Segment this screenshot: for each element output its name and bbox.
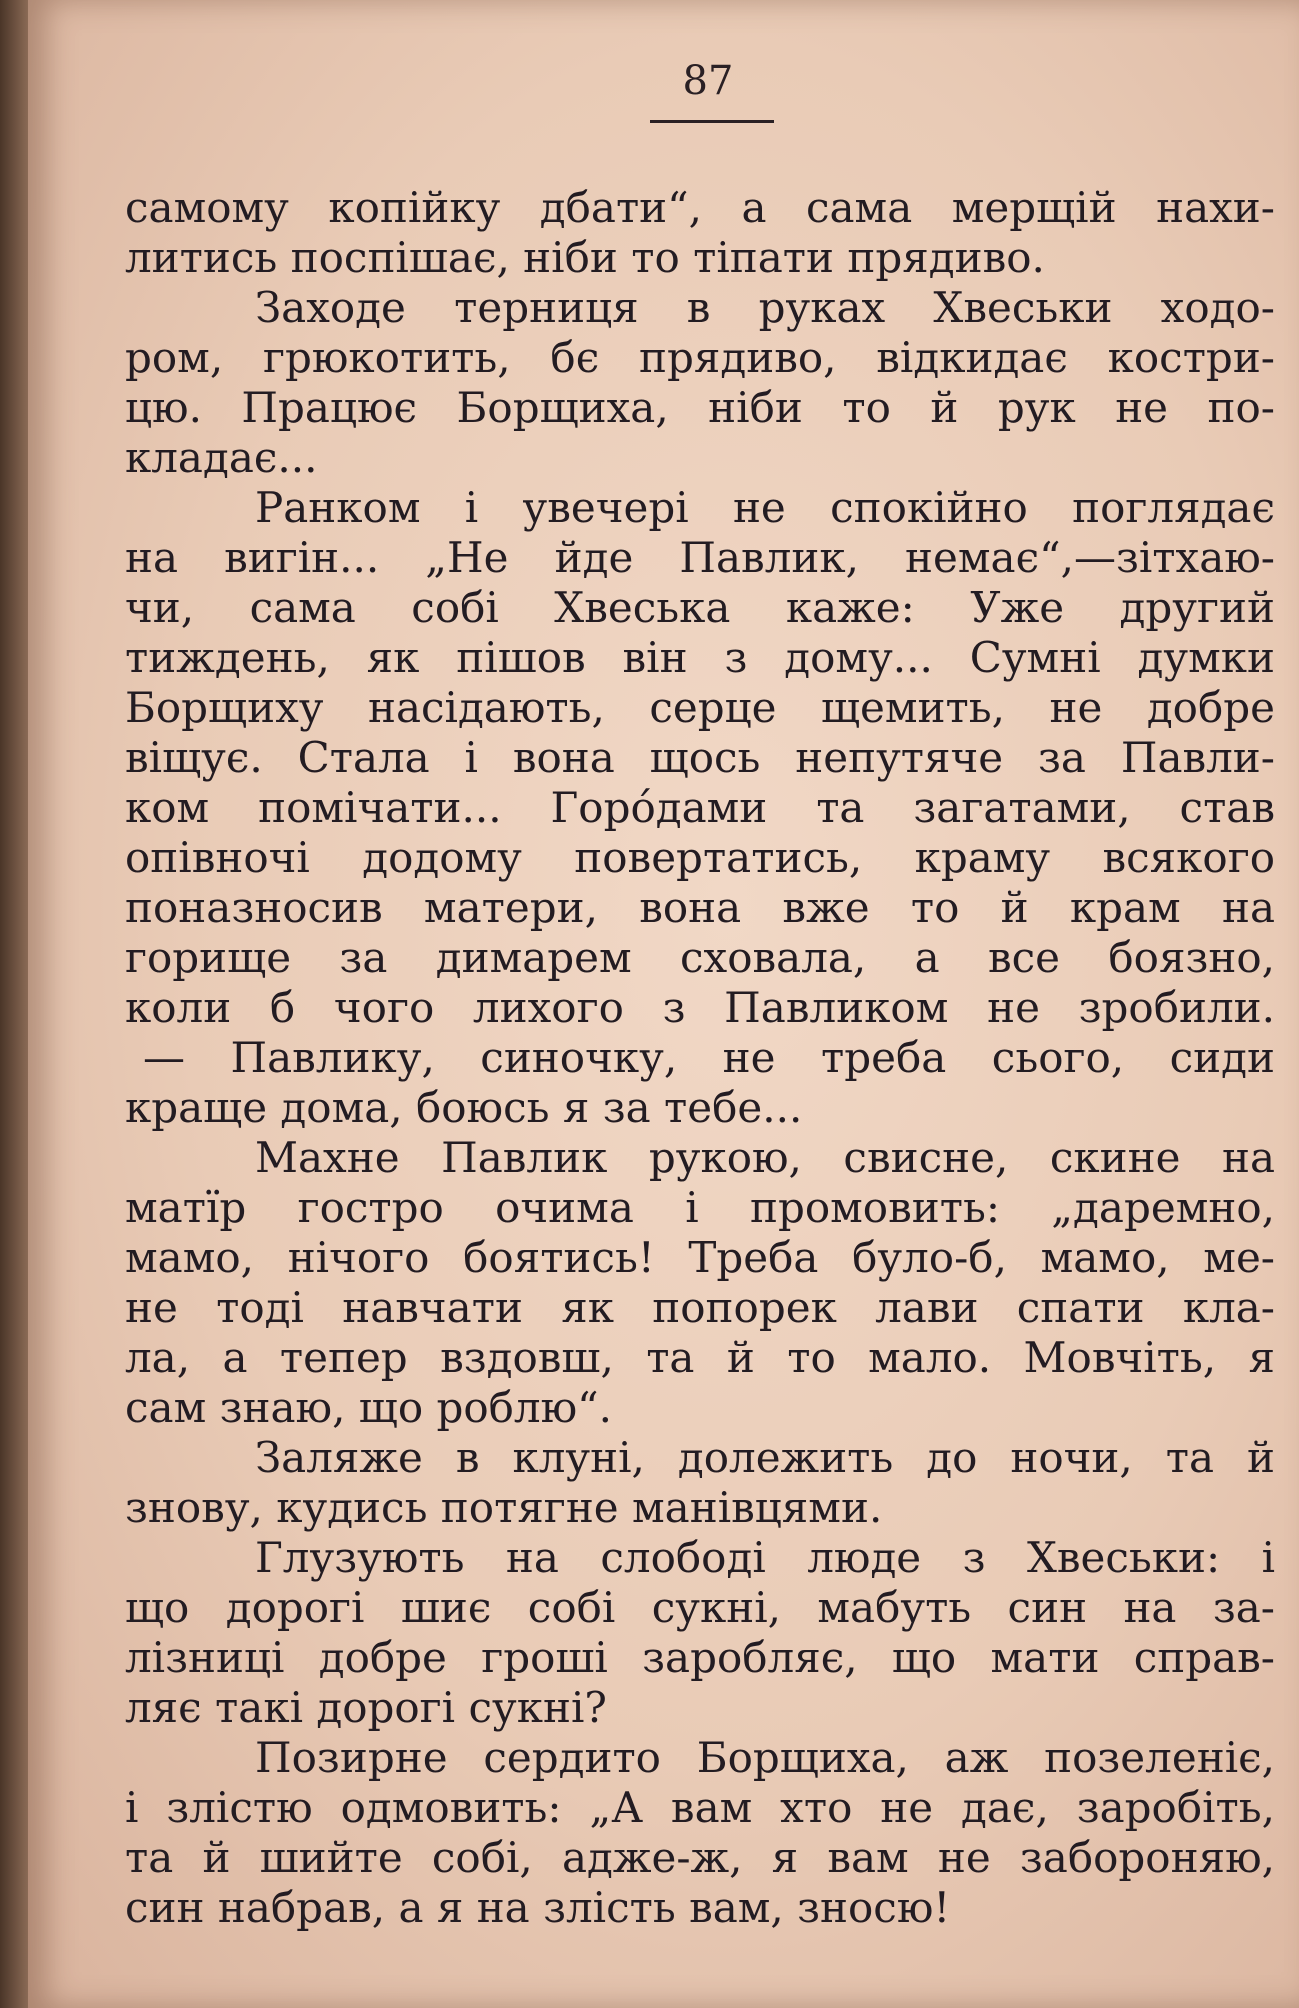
text-line: поназносив матери, вона вже то й крам на	[125, 883, 1275, 932]
text-line: цю. Працює Борщиха, ніби то й рук не по-	[125, 383, 1275, 432]
text-line: горище за димарем сховала, а все боязно,	[125, 933, 1275, 982]
text-line: матїр гостро очима і промовить: „даремно,	[125, 1183, 1275, 1232]
page-number-rule	[650, 120, 774, 123]
text-line: лізниці добре гроші заробляє, що мати справ-	[125, 1633, 1275, 1682]
book-spine-edge	[0, 0, 28, 2008]
text-line: ляє такі дорогі сукні?	[125, 1683, 607, 1732]
text-line: не тоді навчати як попорек лави спати кла-	[125, 1283, 1275, 1332]
text-line: чи, сама собі Хвеська каже: Уже другий	[125, 583, 1275, 632]
text-line: віщує. Стала і вона щось непутяче за Павли-	[125, 733, 1275, 782]
text-line: Глузують на слободі люде з Хвеськи: і	[255, 1533, 1275, 1582]
text-line: коли б чого лихого з Павликом не зробили.	[125, 983, 1275, 1032]
text-line: Махне Павлик рукою, свисне, скине на	[255, 1133, 1275, 1182]
text-line: ла, а тепер вздовш, та й то мало. Мовчіть, я	[125, 1333, 1275, 1382]
book-page	[28, 0, 1299, 2008]
text-line: Заляже в клуні, долежить до ночи, та й	[255, 1433, 1275, 1482]
page-text	[125, 183, 1275, 1933]
text-line: ком помічати... Горóдами та загатами, став	[125, 783, 1275, 832]
text-line: Заходе терниця в руках Хвеськи ходо-	[255, 283, 1275, 332]
text-line: Борщиху насідають, серце щемить, не добре	[125, 683, 1275, 732]
text-line: краще дома, боюсь я за тебе...	[125, 1083, 803, 1132]
text-line: опівночі додому повертатись, краму всякого	[125, 833, 1275, 882]
text-line: на вигін... „Не йде Павлик, немає“,—зітхаю-	[125, 533, 1275, 582]
text-line: Ранком і увечері не спокійно поглядає	[255, 483, 1275, 532]
page-number: 87	[682, 58, 734, 104]
text-line: ром, грюкотить, бє прядиво, відкидає костри-	[125, 333, 1275, 382]
text-line: знову, кудись потягне манівцями.	[125, 1483, 883, 1532]
text-line: тиждень, як пішов він з дому... Сумні думки	[125, 633, 1275, 682]
text-line: що дорогі шиє собі сукні, мабуть син на за-	[125, 1583, 1275, 1632]
text-line: литись поспішає, ніби то тіпати прядиво.	[125, 233, 1045, 282]
text-line: кладає...	[125, 433, 318, 482]
text-line: син набрав, а я на злість вам, зносю!	[125, 1883, 951, 1932]
text-line: мамо, нічого боятись! Треба було-б, мамо, ме-	[125, 1233, 1275, 1282]
text-line: сам знаю, що роблю“.	[125, 1383, 612, 1432]
text-line: — Павлику, синочку, не треба сього, сиди	[143, 1033, 1275, 1082]
text-line: самому копійку дбати“, а сама мерщій нахи-	[125, 183, 1275, 232]
text-line: Позирне сердито Борщиха, аж позеленіє,	[255, 1733, 1275, 1782]
text-line: та й шийте собі, адже-ж, я вам не забороняю,	[125, 1833, 1275, 1882]
text-line: і злістю одмовить: „А вам хто не дає, заробіть,	[125, 1783, 1275, 1832]
